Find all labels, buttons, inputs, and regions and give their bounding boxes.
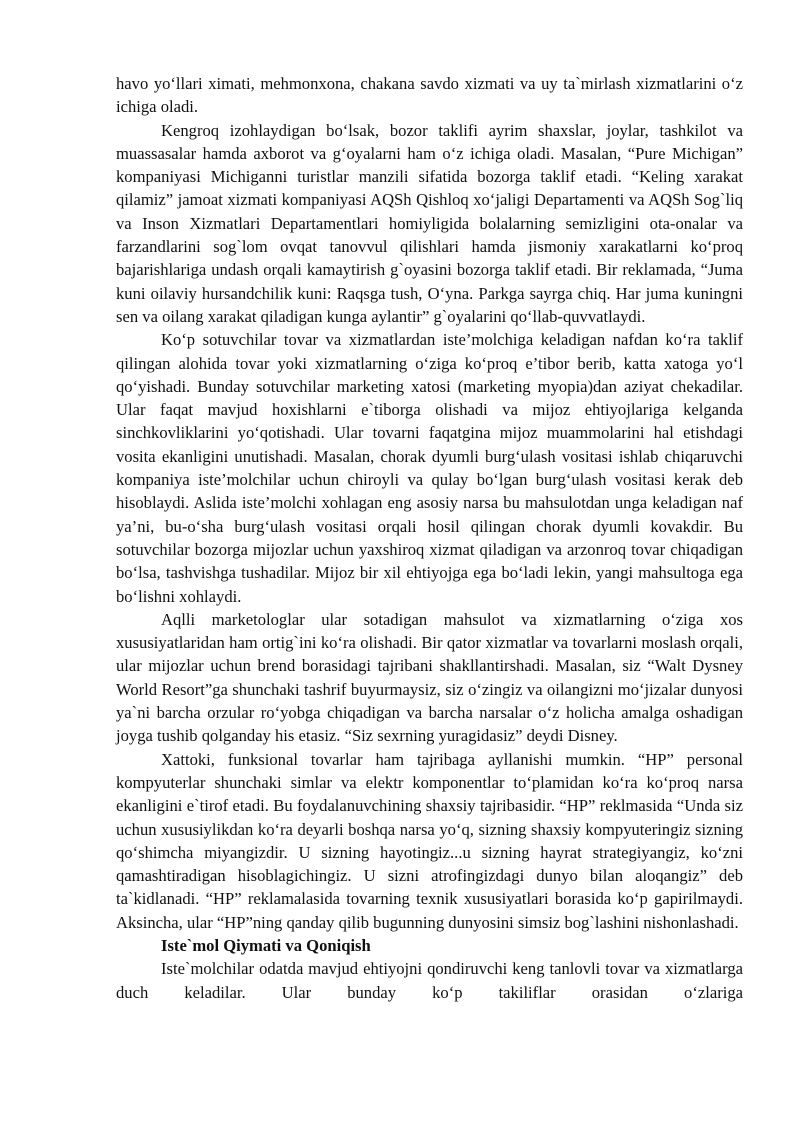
section-heading: Iste`mol Qiymati va Qoniqish [161,935,371,955]
paragraph-2: Kengroq izohlaydigan bo‘lsak, bozor taklifi ayrim shaxslar, joylar, tashkilot va muassasalar hamda axborot va g‘oyalarni ham o‘z ichiga oladi. Masalan, “Pure Michigan” kompaniyasi Michiganni turistlar manzili sifatida bozorga taklif etadi. “Keling xarakat qilamiz” jamoat xizmati kompaniyasi AQSh Qishloq xo‘jaligi Departamenti va AQSh Sog`liq va Inson Xizmatlari Departamentlari homiyligida bolalarning semizligini ota-onalar va farzandlarini sog`lom ovqat tanovvul qilishlari hamda jismoniy xarakatlarni ko‘proq bajarishlariga undash orqali kamaytirish g`oyasini bozorga taklif etadi. Bir reklamada, “Juma kuni oilaviy hursandchilik kuni: Raqsga tush, O‘yna. Parkga sayrga chiq. Har juma kuningni sen va oilang xarakat qiladigan kunga aylantir” g`oyalarini qo‘llab-quvvatlaydi. [116,120,743,326]
paragraph-5: Xattoki, funksional tovarlar ham tajribaga ayllanishi mumkin. “HP” personal kompyuterlar shunchaki simlar va elektr komponentlar to‘plamidan ko‘ra ko‘proq narsa ekanligini e`tirof etadi. Bu foydalanuvchining shaxsiy tajribasidir. “HP” reklmasida “Unda siz uchun xususiylikdan ko‘ra deyarli boshqa narsa yo‘q, sizning shaxsiy kompyuteringiz sizning qo‘shimcha miyangizdir. U sizning hayotingiz...u sizning hayrat strategiyangiz, ko‘zni qamashtiradigan hisoblagichingiz. U sizni atrofingizdagi dunyo bilan aloqangiz” deb ta`kidlanadi. “HP” reklamalasida tovarning texnik xususiyatlari borasida ko‘p gapirilmaydi. Aksincha, ular “HP”ning qanday qilib bugunning dunyosini simsiz bog`lashini nishonlashadi. [116,749,743,932]
paragraph-4: Aqlli marketologlar ular sotadigan mahsulot va xizmatlarning o‘ziga xos xususiyatlaridan ham ortig`ini ko‘ra olishadi. Bir qator xizmatlar va tovarlarni moslash orqali, ular mijozlar uchun brend borasidagi tajribani shakllantirshadi. Masalan, siz “Walt Dysney World Resort”ga shunchaki tashrif buyurmaysiz, siz o‘zingiz va oilangizni mo‘jizalar dunyosi ya`ni barcha orzular ro‘yobga chiqadigan va barcha narsalar o‘z holicha amalga oshadigan joyga tushib qolganday his etasiz. “Siz sexrning yuragidasiz” deydi Disney. [116,609,743,746]
paragraph-1: havo yo‘llari ximati, mehmonxona, chakana savdo xizmati va uy ta`mirlash xizmatlarini o‘z ichiga oladi. [116,74,743,117]
paragraph-3: Ko‘p sotuvchilar tovar va xizmatlardan iste’molchiga keladigan nafdan ko‘ra taklif qilingan alohida tovar yoki xizmatlarning o‘ziga ko‘proq e’tibor berib, katta xatoga yo‘l qo‘yishadi. Bunday sotuvchilar marketing xatosi (marketing myopia)dan aziyat chekadilar. Ular faqat mavjud hoxishlarni e`tiborga olishadi va mijoz ehtiyojlariga kelganda sinchkovliklarini yo‘qotishadi. Ular tovarni faqatgina mijoz muammolarini hal etishdagi vosita ekanligini unutishadi. Masalan, chorak dyumli burg‘ulash vositasi ishlab chiqaruvchi kompaniya iste’molchilar uchun chiroyli va qulay bo‘lgan burg‘ulash vositasi kerak deb hisoblaydi. Aslida iste’molchi xohlagan eng asosiy narsa bu mahsulotdan unga keladigan naf ya’ni, bu-o‘sha burg‘ulash vositasi orqali hosil qilingan chorak dyumli kovakdir. Bu sotuvchilar bozorga mijozlar uchun yaxshiroq xizmat qiladigan va arzonroq tovar chiqadigan bo‘lsa, tashvishga tushadilar. Mijoz bir xil ehtiyojga ega bo‘ladi lekin, yangi mahsultoga ega bo‘lishni xohlaydi. [116,330,743,606]
paragraph-6: Iste`molchilar odatda mavjud ehtiyojni qondiruvchi keng tanlovli tovar va xizmatlarga duch keladilar. Ular bunday ko‘p takiliflar orasidan o‘zlariga [116,959,743,1002]
document-page [116,72,743,1004]
